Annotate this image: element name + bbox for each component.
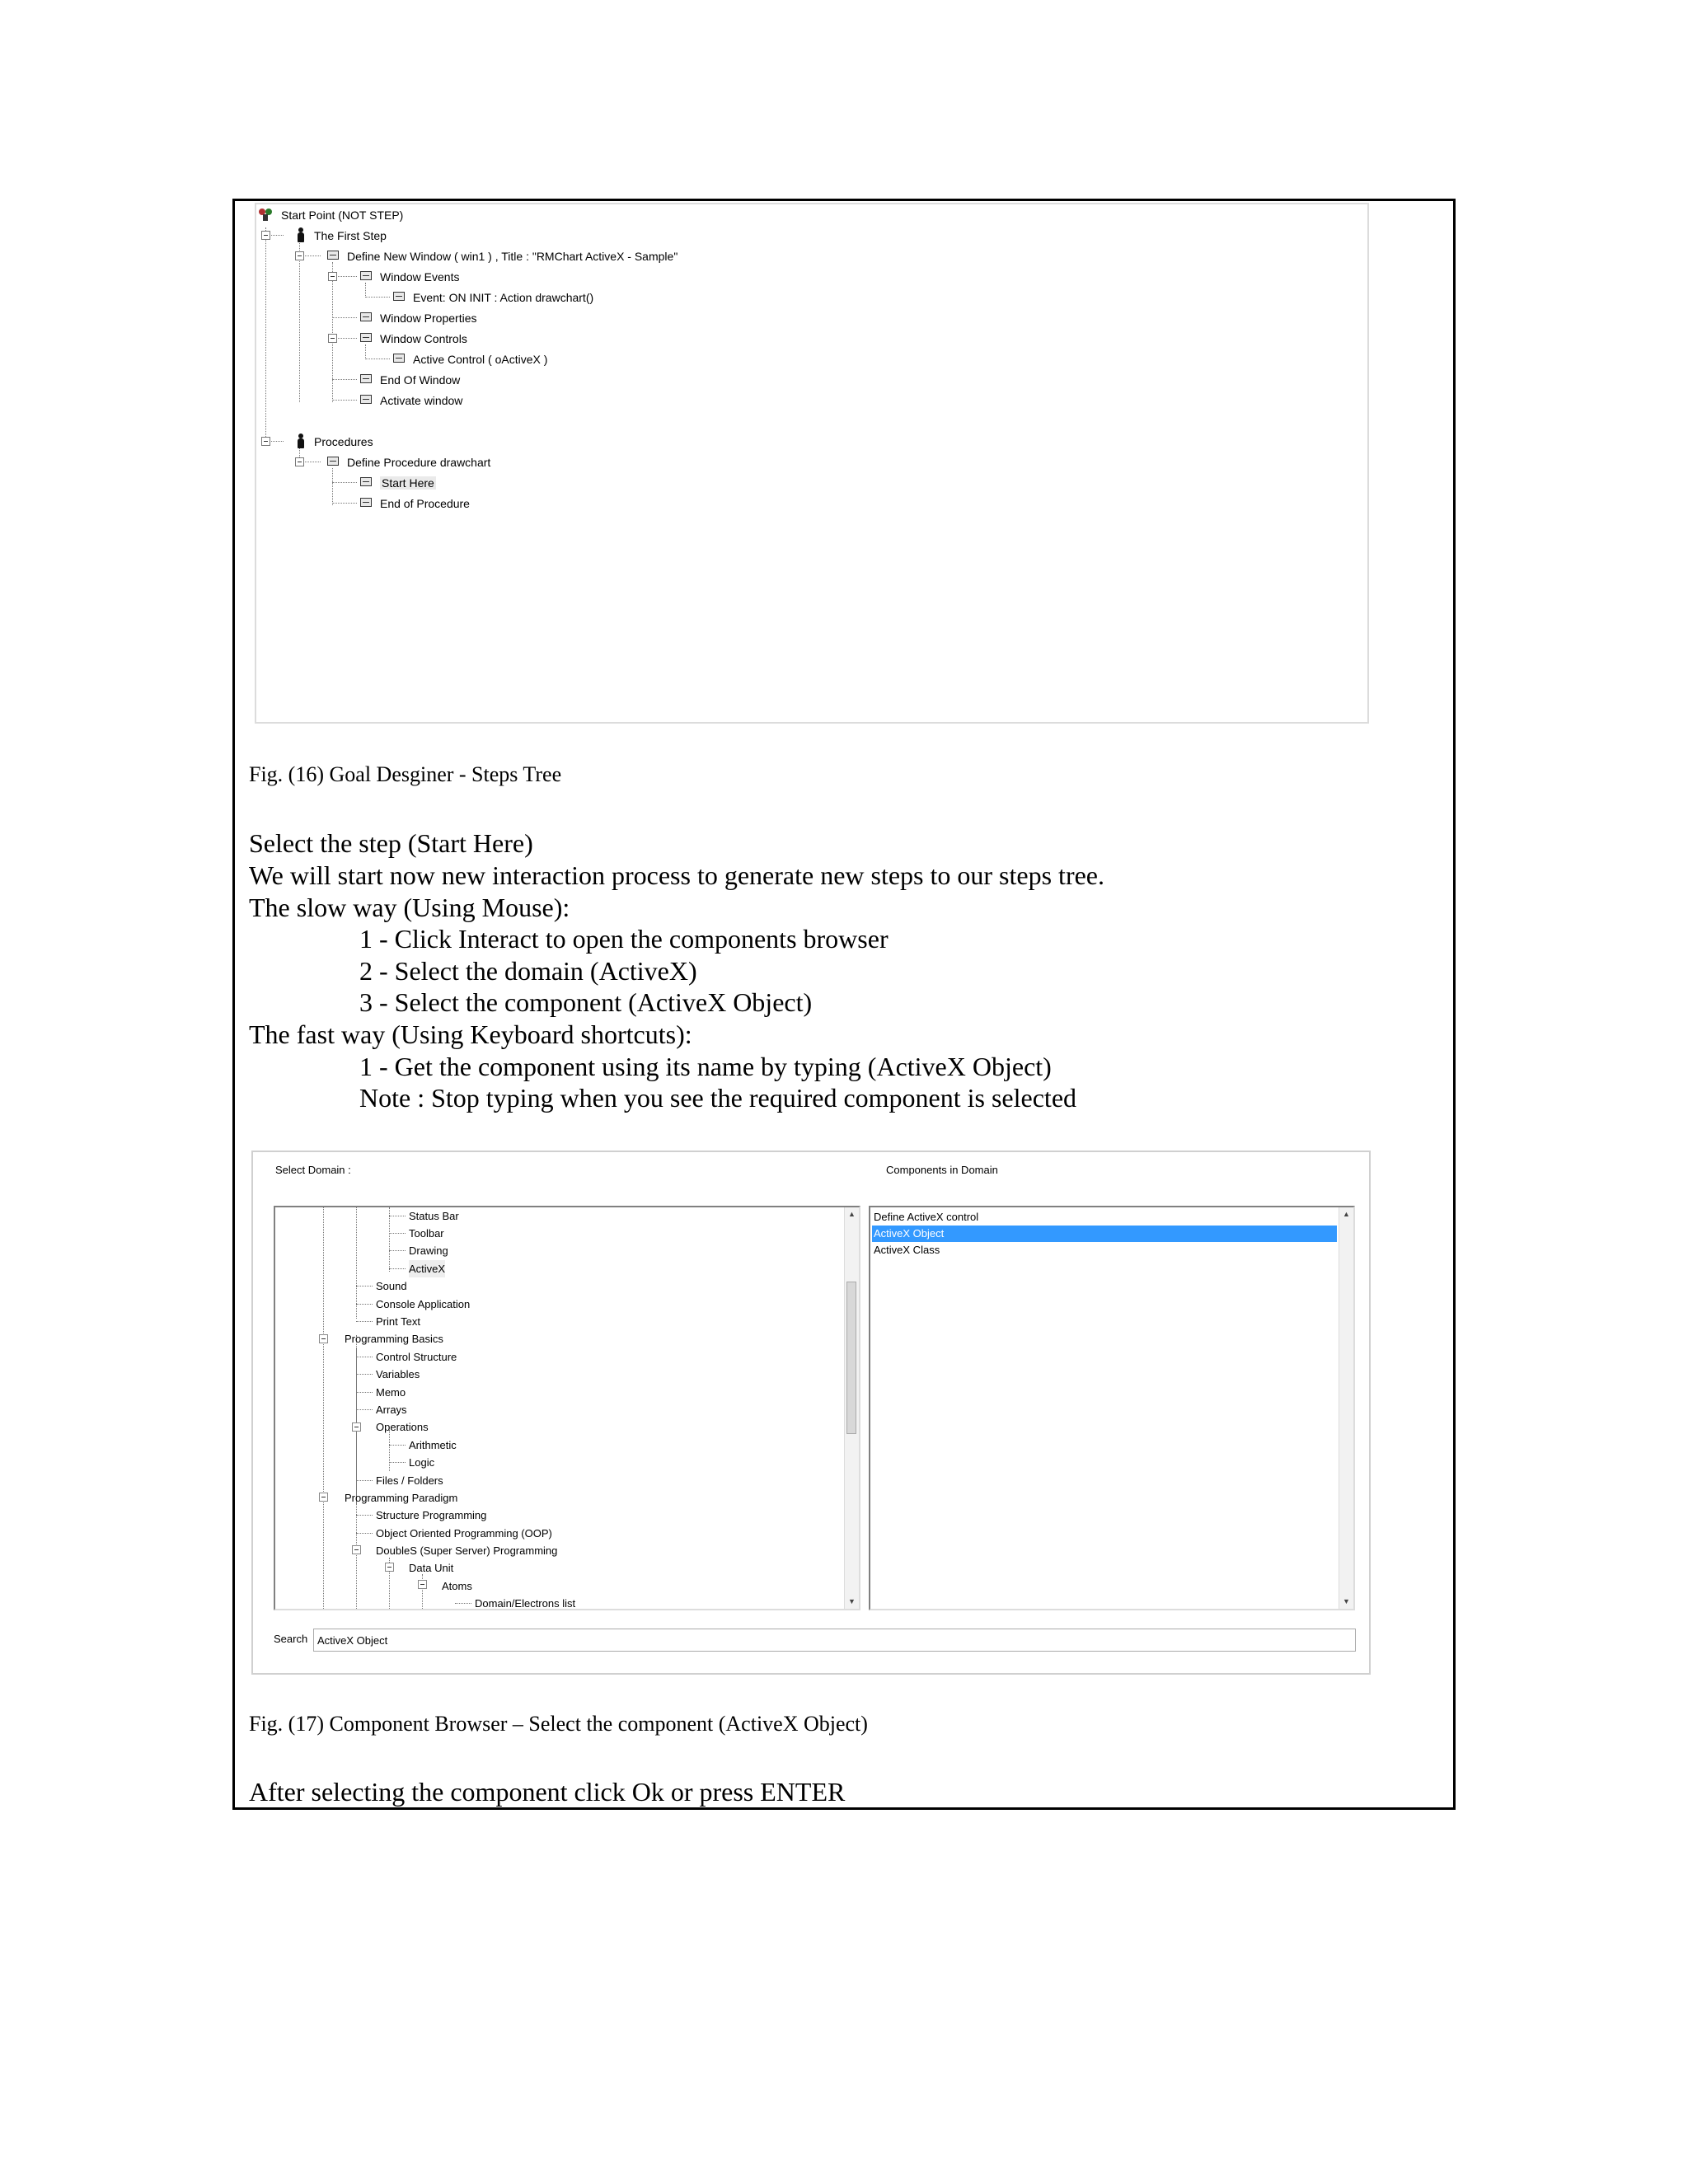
tree-node-define-procedure[interactable] [347,453,490,471]
domain-node-activex[interactable]: ActiveX [409,1260,445,1277]
domain-node-domain-electrons[interactable]: Domain/Electrons list [475,1597,576,1610]
domain-node-arrays[interactable]: Arrays [376,1404,407,1416]
domain-node-logic[interactable]: Logic [409,1456,435,1469]
search-label: Search [274,1633,308,1645]
collapse-icon[interactable] [319,1334,328,1343]
domain-node-console-application[interactable]: Console Application [376,1298,471,1310]
domain-node-files-folders[interactable]: Files / Folders [376,1474,443,1487]
collapse-icon[interactable] [319,1493,328,1502]
domain-node-arithmetic[interactable]: Arithmetic [409,1439,457,1451]
component-item[interactable]: Define ActiveX control [874,1211,979,1223]
steps-tree-panel[interactable] [255,203,1369,724]
collapse-icon[interactable] [352,1545,361,1554]
domain-node-atoms[interactable]: Atoms [442,1580,472,1592]
instruction-line: 1 - Get the component using its name by typing (ActiveX Object) [359,1052,1052,1081]
tree-node-label: Window Controls [380,332,467,345]
tree-node-label: Event: ON INIT : Action drawchart() [413,291,594,304]
tree-node-label: End Of Window [380,373,461,387]
tree-node-label: Start Point (NOT STEP) [281,209,404,222]
select-domain-label: Select Domain : [275,1164,351,1176]
domain-node-variables[interactable]: Variables [376,1368,420,1380]
step-icon [393,354,405,363]
tree-node-window-properties[interactable] [380,309,477,327]
step-icon [327,457,339,466]
component-item[interactable]: ActiveX Class [874,1244,940,1256]
domain-tree-scrollbar[interactable] [844,1207,859,1609]
domain-node-programming-basics[interactable]: Programming Basics [345,1333,443,1345]
fig16-caption: Fig. (16) Goal Desginer - Steps Tree [249,762,562,786]
tree-node-window-events[interactable] [380,268,459,286]
step-icon [360,271,372,280]
tree-node-first-step[interactable] [314,227,387,245]
tree-node-active-control[interactable] [413,350,547,368]
domain-node-toolbar[interactable]: Toolbar [409,1227,444,1240]
instruction-line: Select the step (Start Here) [249,828,533,858]
tree-node-procedures[interactable] [314,433,373,451]
domain-tree[interactable] [274,1206,860,1610]
step-icon [360,498,372,507]
tree-node-label: Define Procedure drawchart [347,456,491,469]
start-point-icon [258,208,273,221]
scroll-up-icon[interactable]: ▲ [848,1210,856,1218]
domain-node-oop[interactable]: Object Oriented Programming (OOP) [376,1527,552,1540]
person-icon [298,227,304,242]
components-list[interactable] [869,1206,1355,1610]
person-icon [298,434,304,448]
closing-text: After selecting the component click Ok or press ENTER [249,1777,846,1807]
step-icon [360,333,372,342]
instruction-line: The slow way (Using Mouse): [249,893,570,922]
step-icon [327,251,339,260]
scroll-down-icon[interactable]: ▼ [848,1597,856,1605]
instruction-line: 3 - Select the component (ActiveX Object) [359,987,813,1017]
tree-node-end-of-procedure[interactable] [380,494,470,513]
domain-node-control-structure[interactable]: Control Structure [376,1351,457,1363]
domain-node-structure-programming[interactable]: Structure Programming [376,1509,487,1521]
instruction-line: We will start now new interaction process to generate new steps to our steps tree. [249,860,1104,890]
tree-node-label: Window Properties [380,312,477,325]
tree-node-label: The First Step [314,229,387,242]
search-input[interactable] [313,1629,1356,1652]
domain-node-doubles[interactable]: DoubleS (Super Server) Programming [376,1544,558,1557]
step-icon [360,312,372,321]
tree-node-label: Define New Window ( win1 ) , Title : "RMChart ActiveX - Sample" [347,250,678,263]
tree-node-label: Activate window [380,394,463,407]
domain-node-status-bar[interactable]: Status Bar [409,1210,459,1222]
domain-node-print-text[interactable]: Print Text [376,1315,420,1328]
tree-node-define-window[interactable] [347,247,678,265]
domain-node-data-unit[interactable]: Data Unit [409,1562,454,1574]
instruction-line: 1 - Click Interact to open the components browser [359,924,889,954]
components-in-domain-label: Components in Domain [886,1164,998,1176]
components-scrollbar[interactable] [1339,1207,1353,1609]
tree-node-activate-window[interactable] [380,391,462,410]
tree-node-label: Window Events [380,270,460,284]
fig17-caption: Fig. (17) Component Browser – Select the component (ActiveX Object) [249,1712,868,1736]
collapse-icon[interactable] [352,1422,361,1432]
scroll-up-icon[interactable]: ▲ [1343,1210,1350,1218]
instruction-line: The fast way (Using Keyboard shortcuts): [249,1019,692,1049]
domain-node-memo[interactable]: Memo [376,1386,406,1399]
tree-node-label: End of Procedure [380,497,470,510]
instruction-line: Note : Stop typing when you see the required component is selected [359,1083,1077,1113]
tree-node-end-of-window[interactable] [380,371,460,389]
tree-node-start-here[interactable] [380,474,436,492]
tree-node-label: Active Control ( oActiveX ) [413,353,548,366]
domain-node-programming-paradigm[interactable]: Programming Paradigm [345,1492,458,1504]
scroll-down-icon[interactable]: ▼ [1343,1597,1350,1605]
component-item-selected[interactable]: ActiveX Object [872,1226,1337,1242]
tree-node-window-controls[interactable] [380,330,467,348]
tree-node-label: Procedures [314,435,373,448]
step-icon [360,477,372,486]
instruction-line: 2 - Select the domain (ActiveX) [359,956,697,986]
scrollbar-thumb[interactable] [846,1282,856,1434]
collapse-icon[interactable] [385,1563,394,1572]
collapse-icon[interactable] [418,1580,427,1589]
step-icon [360,395,372,404]
component-browser [251,1151,1371,1675]
step-icon [393,292,405,301]
tree-node-label: Start Here [382,476,434,490]
step-icon [360,374,372,383]
domain-node-operations[interactable]: Operations [376,1421,429,1433]
tree-node-event-on-init[interactable] [413,288,593,307]
tree-node-start-point[interactable] [281,206,403,224]
domain-node-sound[interactable]: Sound [376,1280,407,1292]
domain-node-drawing[interactable]: Drawing [409,1244,448,1257]
